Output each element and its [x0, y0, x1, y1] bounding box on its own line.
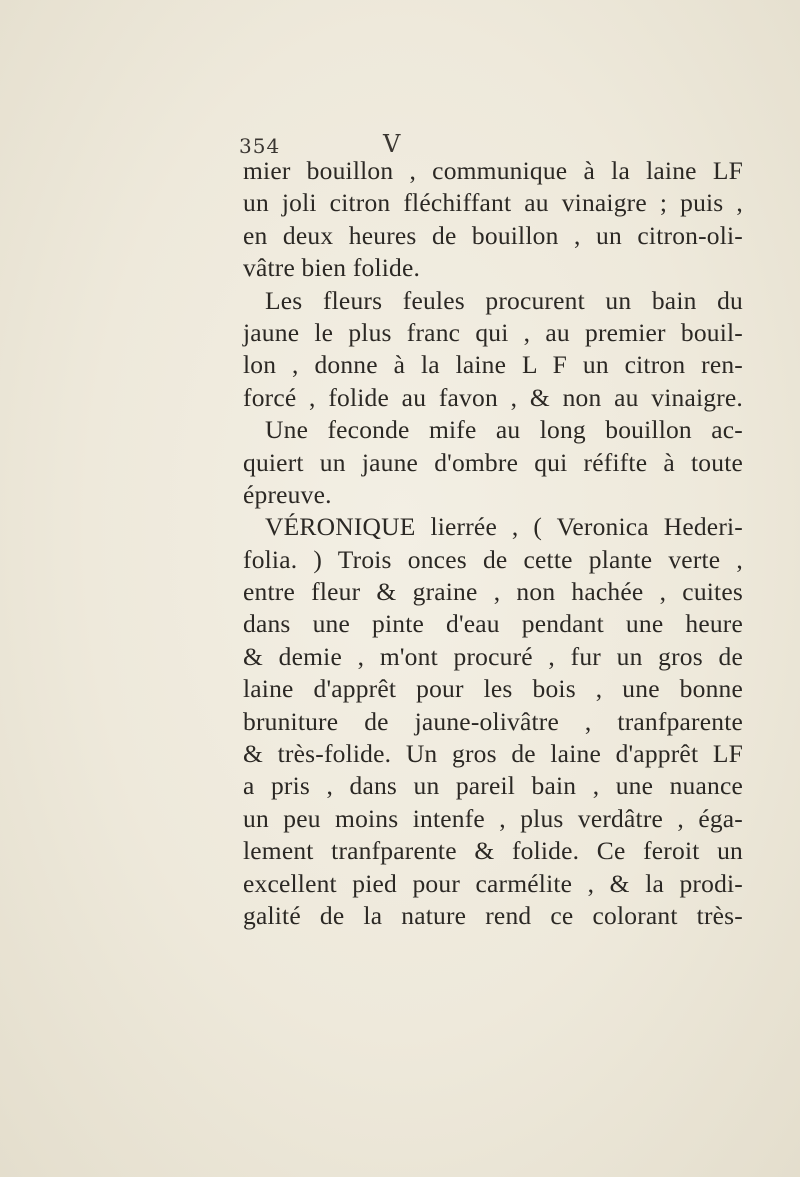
text-line: mier bouillon , communique à la laine LF [243, 156, 743, 185]
text-line: jaune le plus franc qui , au premier bouil- [243, 317, 743, 347]
text-line: & très-folide. Un gros de laine d'apprêt LF [243, 739, 743, 769]
text-line: folia. ) Trois onces de cette plante verte , [243, 544, 743, 574]
text-line: quiert un jaune d'ombre qui réfifte à toute [243, 447, 743, 477]
text-line: Les fleurs feules procurent un bain du [265, 285, 743, 315]
text-line: entre fleur & graine , non hachée , cuites [243, 577, 743, 607]
text-line: lement tranfparente & folide. Ce feroit un [243, 836, 743, 866]
text-line: Une feconde mife au long bouillon ac- [265, 415, 743, 445]
text-line: en deux heures de bouillon , un citron-oli- [243, 220, 743, 250]
text-line: laine d'apprêt pour les bois , une bonne [243, 674, 743, 704]
text-line: galité de la nature rend ce colorant très- [243, 900, 743, 930]
text-line: excellent pied pour carmélite , & la prodi- [243, 868, 743, 898]
text-line: forcé , folide au favon , & non au vinaigre. [243, 382, 743, 412]
text-line: épreuve. [243, 479, 332, 509]
body-text [243, 155, 743, 932]
text-line: dans une pinte d'eau pendant une heure [243, 609, 743, 639]
text-line: vâtre bien folide. [243, 253, 421, 283]
text-line: un joli citron fléchiffant au vinaigre ; puis , [243, 188, 743, 218]
text-line: VÉRONIQUE lierrée , ( Veronica Hederi- [265, 512, 743, 542]
text-line: un peu moins intenfe , plus verdâtre , éga- [243, 803, 743, 833]
text-line: a pris , dans un pareil bain , une nuance [243, 771, 743, 801]
page-number: 354 [239, 134, 281, 158]
text-line: & demie , m'ont procuré , fur un gros de [243, 641, 743, 671]
text-line: bruniture de jaune-olivâtre , tranfparente [243, 706, 743, 736]
text-line: lon , donne à la laine L F un citron ren- [243, 350, 743, 380]
signature-mark: V [383, 130, 401, 158]
